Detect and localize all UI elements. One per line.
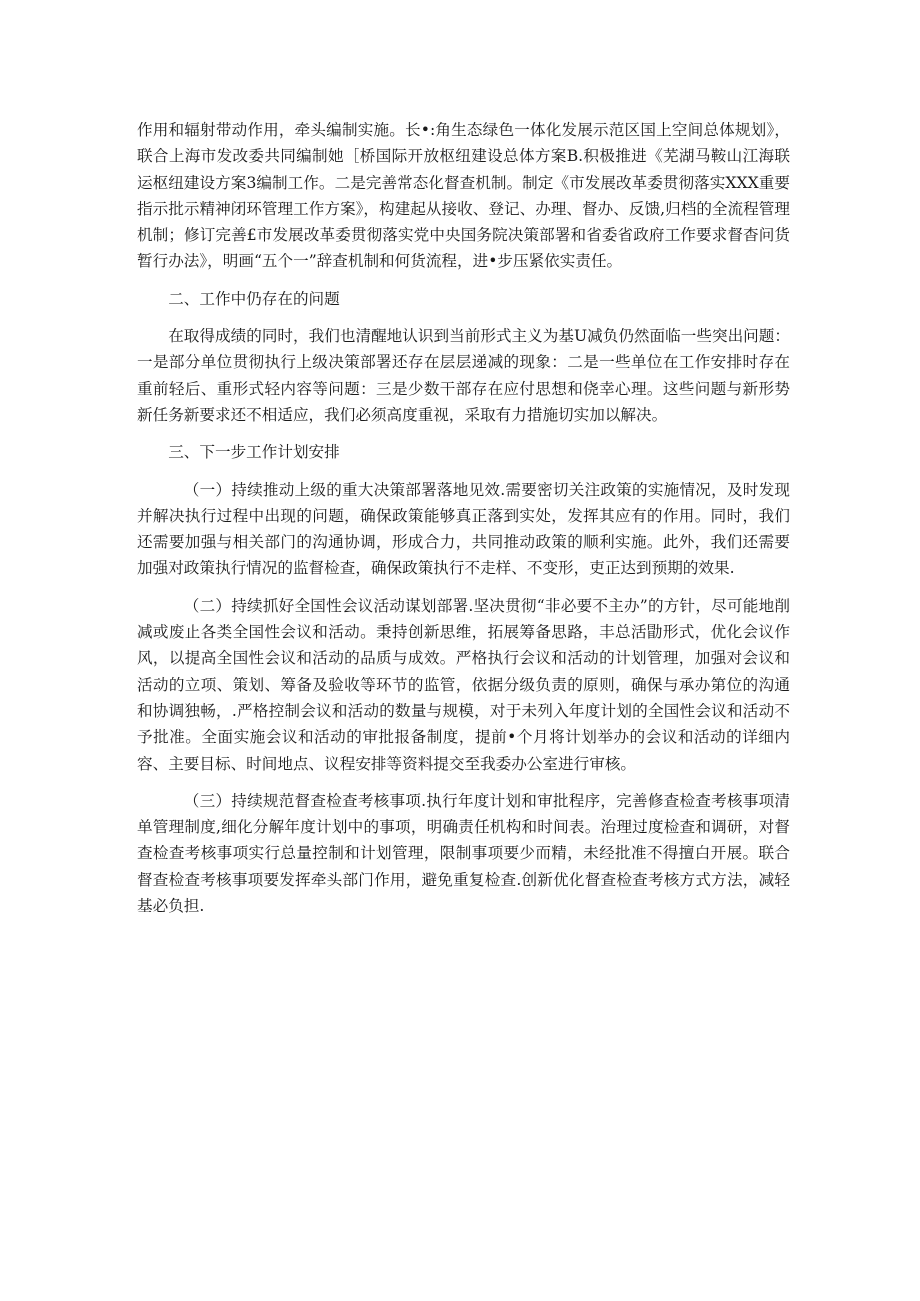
paragraph-problems: 在取得成绩的同时，我们也清醒地认识到当前形式主义为基U减负仍然面临一些突出问题：一是部分单位贯彻执行上级决策部署还存在层层递减的现象：二是一些单位在工作安排时存在重前轻后、重形式轻内容等问题：三是少数干部存在应付思想和侥幸心理。这些问题与新形势新任务新要求还不相适应，我们必须高度重视，采取有力措施切实加以解决。 — [137, 327, 790, 424]
paragraph-item-1: （一）持续推动上级的重大决策部署落地见效.需要密切关注政策的实施情况，及时发现并解决执行过程中出现的问题，确保政策能够真正落到实处，发挥其应有的作用。同时，我们还需要加强与相关部门的沟通协调，形成合力，共同推动政策的顺利实施。此外，我们还需要加强对政策执行情况的监督检查，确保政策执行不走样、不变形，吏正达到预期的效果. — [137, 480, 790, 578]
document-page — [137, 117, 790, 930]
section-heading-next-steps: 三、下一步工作计划安排 — [168, 443, 340, 462]
paragraph-item-2: （二）持续抓好全国性会议活动谋划部署.坚决贯彻“非必要不主办”的方针，尽可能地削减或废止各类全国性会议和活动。秉持创新思维，拓展筹备思路，丰总活勖形式，优化会议作风，以提高全国性会议和活动的品质与成效。严格执行会议和活动的计划管理，加强对会议和活动的立项、策划、筹备及验收等环节的监管，依据分级负责的原则，确保与承办第位的沟通和协调独畅，.严格控制会议和活动的数量与规模，对于未列入年度计划的全国性会议和活动不予批准。全面实施会议和活动的审批报备制度，提前•个月将计划举办的会议和活动的详细内容、主要目标、时间地点、议程安排等资料提交至我委办公室进行审核。 — [137, 596, 790, 773]
paragraph-item-3: （三）持续规范督查检查考核事项.执行年度计划和审批程序，完善修查检查考核事项清单管理制度,细化分解年度计划中的事项，明确责任机构和时间表。治理过度检查和调研，对督查检查考核事项实行总量控制和计划管理，限制事项要少而精，未经批准不得擅白开展。联合督查检查考核事项要发挥牵头部门作用，避免重复检查.创新优化督查检查考核方式方法，减轻基必负担. — [137, 791, 790, 916]
paragraph-continuation: 作用和辐射带动作用，牵头编制实施。长•:角生态绿色一体化发展示范区国上空间总体规划》，联合上海市发改委共同编制她［桥国际开放枢纽建设总体方案B.积极推进《芜湖马鞍山江海联运枢纽建设方案3编制工作。二是完善常态化督查机制。制定《市发展改革委贯彻落实XXX重要指示批示精神闭环管理工作方案》，构建起从接收、登记、办理、督办、反馈,归档的全流程管理机制；修订完善£市发展改革委贯彻落实党中央国务院决策部署和省委省政府工作要求督杳问货暂行办法》，明画“五个一”辞查机制和何货流程，进•步压紧依实责任。 — [137, 121, 790, 271]
section-heading-problems: 二、工作中仍存在的问题 — [168, 289, 340, 308]
